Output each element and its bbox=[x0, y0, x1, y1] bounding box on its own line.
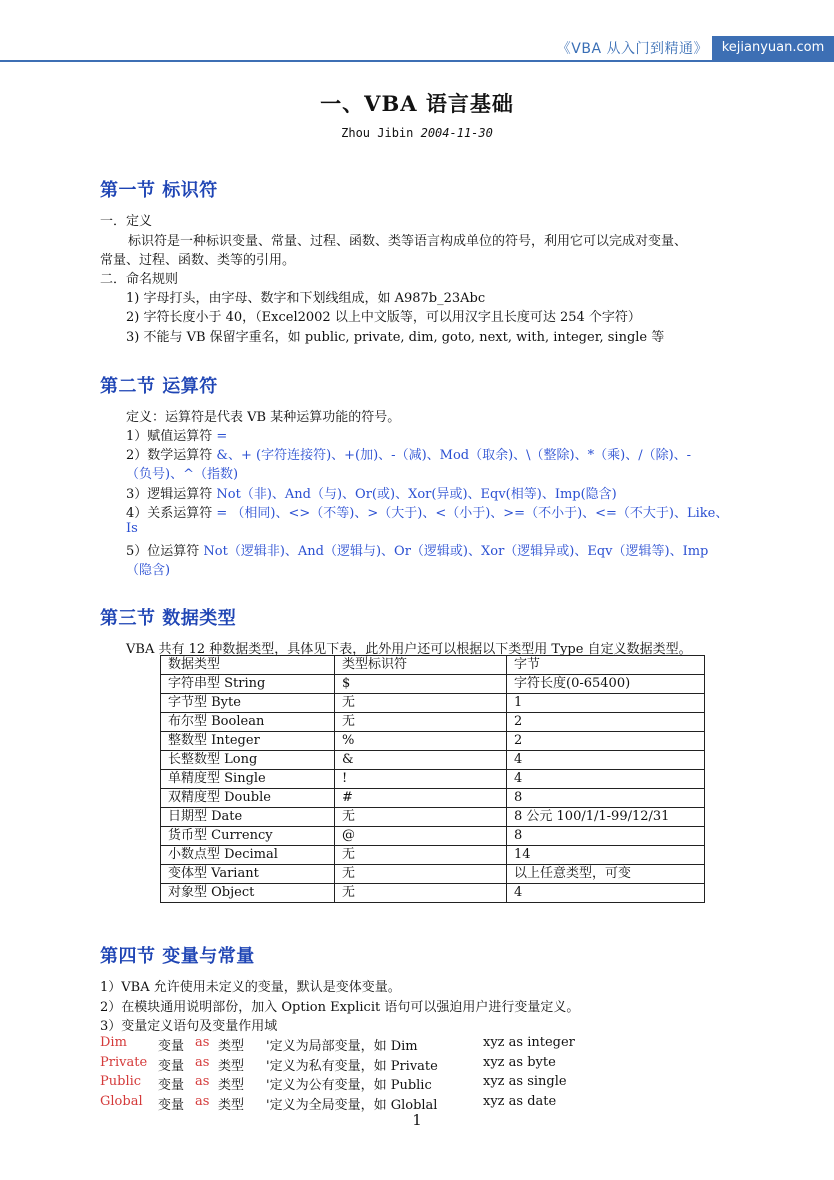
sec1-para-2: 常量、过程、函数、类等的引用。 bbox=[100, 253, 296, 268]
operator-bitwise-label: 5）位运算符 bbox=[126, 544, 204, 559]
sec1-rule-3: 3) 不能与 VB 保留字重名，如 public, private, dim, goto, next, with, integer, single 等 bbox=[126, 330, 665, 345]
sec2-definition: 定义：运算符是代表 VB 某种运算功能的符号。 bbox=[126, 410, 401, 425]
table-cell: 无 bbox=[335, 884, 507, 903]
table-cell: 以上任意类型，可变 bbox=[507, 865, 705, 884]
header-divider bbox=[0, 60, 834, 62]
table-cell: 货币型 Currency bbox=[161, 827, 335, 846]
table-header-cell: 字节 bbox=[507, 656, 705, 675]
table-row bbox=[161, 827, 705, 846]
operator-assign bbox=[126, 425, 227, 444]
decl-as: as bbox=[195, 1093, 210, 1109]
table-cell: 对象型 Object bbox=[161, 884, 335, 903]
decl-as: as bbox=[195, 1074, 210, 1089]
decl-variable: 变量 bbox=[158, 1039, 185, 1054]
operator-bitwise bbox=[126, 540, 708, 559]
operator-relational-ops-cont: Is bbox=[126, 521, 138, 536]
table-cell: ! bbox=[335, 770, 507, 789]
page-number: 1 bbox=[412, 1111, 422, 1129]
table-header-cell: 数据类型 bbox=[161, 656, 335, 675]
operator-math-ops: &、+ (字符连接符)、+(加)、-（减)、Mod（取余)、\（整除)、*（乘)、/（除)、- bbox=[216, 448, 692, 463]
table-cell: 8 bbox=[507, 789, 705, 808]
table-cell: 8 bbox=[507, 827, 705, 846]
table-cell: 无 bbox=[335, 846, 507, 865]
table-row bbox=[161, 865, 705, 884]
operator-math-label: 2）数学运算符 bbox=[126, 448, 217, 463]
decl-example: xyz as single bbox=[483, 1074, 567, 1089]
table-cell: 2 bbox=[507, 732, 705, 751]
decl-as: as bbox=[195, 1054, 210, 1070]
table-cell: 8 公元 100/1/1-99/12/31 bbox=[507, 808, 705, 827]
operator-logic-ops: Not（非)、And（与)、Or(或)、Xor(异或)、Eqv(相等)、Imp(隐含) bbox=[216, 487, 617, 502]
decl-keyword: Dim bbox=[100, 1035, 127, 1050]
table-cell: & bbox=[335, 751, 507, 770]
decl-type: 类型 bbox=[218, 1058, 245, 1074]
sec4-line-2: 2）在模块通用说明部份，加入 Option Explicit 语句可以强迫用户进行变量定义。 bbox=[100, 1000, 580, 1015]
sec4-line-3: 3）变量定义语句及变量作用域 bbox=[100, 1019, 278, 1034]
sec1-para-1: 标识符是一种标识变量、常量、过程、函数、类等语言构成单位的符号，利用它可以完成对变量、 bbox=[128, 234, 688, 249]
decl-keyword: Public bbox=[100, 1074, 142, 1089]
table-cell: 4 bbox=[507, 770, 705, 789]
author: Zhou Jibin bbox=[341, 126, 414, 140]
table-row bbox=[161, 694, 705, 713]
table-row bbox=[161, 751, 705, 770]
operator-bitwise-ops-cont: （隐含) bbox=[126, 563, 171, 578]
table-row bbox=[161, 675, 705, 694]
table-header-row bbox=[161, 656, 705, 675]
decl-keyword: Private bbox=[100, 1054, 148, 1070]
section-4-title: 第四节 变量与常量 bbox=[100, 946, 255, 967]
operator-bitwise-ops: Not（逻辑非)、And（逻辑与)、Or（逻辑或)、Xor（逻辑异或)、Eqv（逻辑等)、Imp bbox=[203, 544, 709, 559]
operator-relational bbox=[126, 502, 728, 521]
table-cell: 小数点型 Decimal bbox=[161, 846, 335, 865]
table-cell: 整数型 Integer bbox=[161, 732, 335, 751]
sec1-rule-1: 1) 字母打头，由字母、数字和下划线组成，如 A987b_23Abc bbox=[126, 291, 486, 306]
decl-example: xyz as integer bbox=[483, 1035, 575, 1050]
table-row bbox=[161, 884, 705, 903]
table-cell: 无 bbox=[335, 713, 507, 732]
book-title: 《VBA 从入门到精通》 bbox=[556, 41, 708, 57]
table-cell: 字符长度(0-65400) bbox=[507, 675, 705, 694]
sec4-line-1: 1）VBA 允许使用未定义的变量，默认是变体变量。 bbox=[100, 980, 401, 995]
table-cell: 无 bbox=[335, 865, 507, 884]
operator-assign-label: 1）赋值运算符 bbox=[126, 429, 217, 444]
date: 2004-11-30 bbox=[420, 126, 493, 140]
decl-comment: '定义为局部变量，如 Dim bbox=[266, 1039, 418, 1054]
decl-variable: 变量 bbox=[158, 1058, 185, 1074]
decl-comment: '定义为私有变量，如 Private bbox=[266, 1058, 438, 1074]
operator-relational-label: 4）关系运算符 bbox=[126, 506, 217, 521]
decl-example: xyz as byte bbox=[483, 1054, 556, 1070]
operator-relational-ops: = （相同)、<>（不等)、>（大于)、<（小于)、>=（不小于)、<=（不大于)、Like、 bbox=[216, 506, 729, 521]
table-row bbox=[161, 770, 705, 789]
decl-type: 类型 bbox=[218, 1039, 245, 1054]
table-cell: 无 bbox=[335, 694, 507, 713]
table-cell: $ bbox=[335, 675, 507, 694]
table-row bbox=[161, 789, 705, 808]
sec1-heading-rules: 二．命名规则 bbox=[100, 272, 179, 287]
table-cell: 日期型 Date bbox=[161, 808, 335, 827]
operator-math-ops-cont: （负号)、^（指数) bbox=[126, 467, 239, 482]
decl-variable: 变量 bbox=[158, 1097, 185, 1113]
decl-comment: '定义为全局变量，如 Globlal bbox=[266, 1097, 438, 1113]
table-row bbox=[161, 846, 705, 865]
operator-assign-ops: = bbox=[216, 429, 228, 444]
data-type-table bbox=[160, 655, 705, 903]
table-cell: 单精度型 Single bbox=[161, 770, 335, 789]
operator-math bbox=[126, 444, 691, 463]
decl-keyword: Global bbox=[100, 1093, 143, 1109]
decl-type: 类型 bbox=[218, 1097, 245, 1113]
table-cell: 1 bbox=[507, 694, 705, 713]
table-cell: 2 bbox=[507, 713, 705, 732]
decl-as: as bbox=[195, 1035, 210, 1050]
operator-logic-label: 3）逻辑运算符 bbox=[126, 487, 217, 502]
site-badge[interactable]: kejianyuan.com bbox=[712, 36, 834, 60]
table-cell: % bbox=[335, 732, 507, 751]
section-3-title: 第三节 数据类型 bbox=[100, 608, 237, 629]
section-1-title: 第一节 标识符 bbox=[100, 180, 218, 201]
table-cell: 14 bbox=[507, 846, 705, 865]
table-cell: 4 bbox=[507, 751, 705, 770]
document-title: 一、VBA 语言基础 bbox=[320, 91, 514, 116]
table-cell: 字符串型 String bbox=[161, 675, 335, 694]
section-2-title: 第二节 运算符 bbox=[100, 376, 218, 397]
sec1-heading-definition: 一．定义 bbox=[100, 214, 153, 229]
decl-variable: 变量 bbox=[158, 1078, 185, 1093]
decl-example: xyz as date bbox=[483, 1093, 557, 1109]
table-cell: 布尔型 Boolean bbox=[161, 713, 335, 732]
sec1-rule-2: 2) 字符长度小于 40，（Excel2002 以上中文版等，可以用汉字且长度可达 254 个字符） bbox=[126, 310, 641, 325]
table-cell: 4 bbox=[507, 884, 705, 903]
table-row bbox=[161, 713, 705, 732]
table-cell: 无 bbox=[335, 808, 507, 827]
table-cell: 长整数型 Long bbox=[161, 751, 335, 770]
table-cell: 双精度型 Double bbox=[161, 789, 335, 808]
sec3-intro: VBA 共有 12 种数据类型，具体见下表，此外用户还可以根据以下类型用 Type 自定义数据类型。 bbox=[126, 642, 692, 657]
decl-type: 类型 bbox=[218, 1078, 245, 1093]
table-cell: # bbox=[335, 789, 507, 808]
table-row bbox=[161, 808, 705, 827]
table-row bbox=[161, 732, 705, 751]
operator-logic bbox=[126, 483, 617, 502]
byline bbox=[0, 126, 834, 140]
table-cell: @ bbox=[335, 827, 507, 846]
table-header-cell: 类型标识符 bbox=[335, 656, 507, 675]
decl-comment: '定义为公有变量，如 Public bbox=[266, 1078, 432, 1093]
table-cell: 变体型 Variant bbox=[161, 865, 335, 884]
table-cell: 字节型 Byte bbox=[161, 694, 335, 713]
page-header bbox=[0, 36, 834, 60]
